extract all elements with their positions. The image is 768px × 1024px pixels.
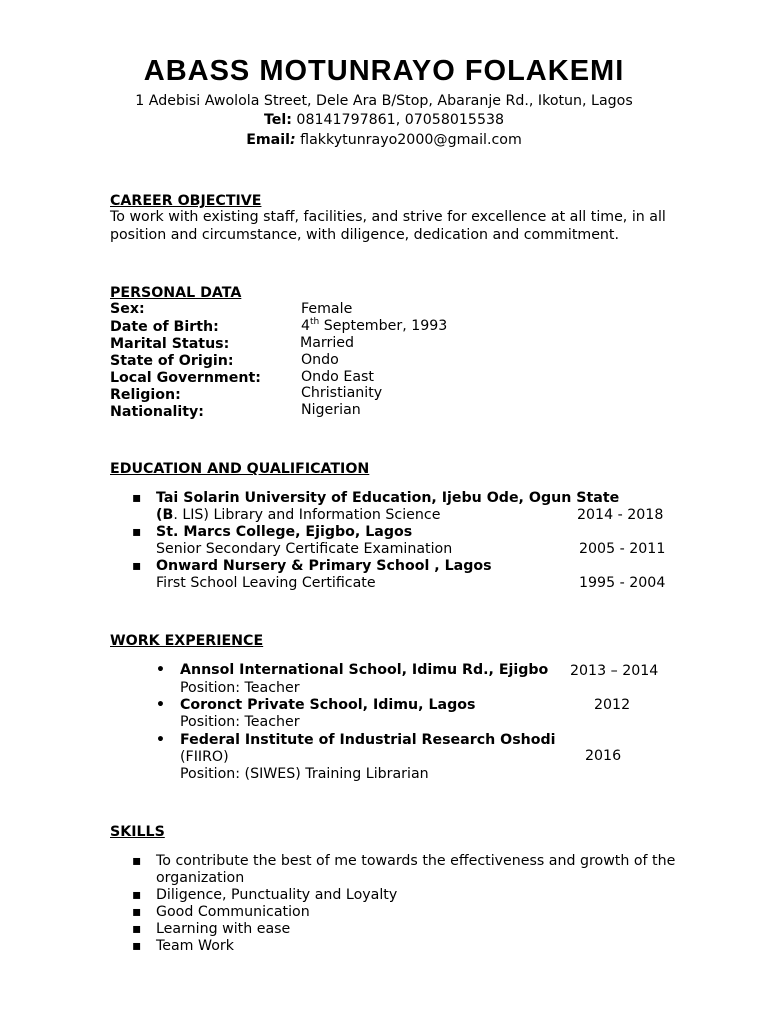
work-item-position: Position: (SIWES) Training Librarian bbox=[180, 766, 429, 782]
work-item-organization: • Annsol International School, Idimu Rd., Ejigbo bbox=[180, 662, 548, 679]
sex-value: Female bbox=[301, 301, 353, 317]
career-objective-heading: CAREER OBJECTIVE bbox=[110, 193, 262, 209]
education-item-qualification: Senior Secondary Certificate Examination bbox=[156, 541, 453, 557]
local-government-value: Ondo East bbox=[301, 369, 374, 385]
applicant-name: ABASS MOTUNRAYO FOLAKEMI bbox=[143, 55, 625, 87]
local-government-label: Local Government: bbox=[110, 370, 261, 386]
state-of-origin-label: State of Origin: bbox=[110, 353, 234, 369]
dob-value: 4th September, 1993 bbox=[301, 317, 448, 334]
education-item-years: 2005 - 2011 bbox=[579, 541, 666, 557]
skill-item: ▪ Good Communication bbox=[156, 904, 310, 921]
education-item-years: 2014 - 2018 bbox=[577, 507, 664, 523]
work-item-position: Position: Teacher bbox=[180, 714, 300, 730]
marital-status-value: Married bbox=[300, 335, 355, 351]
work-item-years: 2012 bbox=[594, 697, 631, 713]
work-item-years: 2013 – 2014 bbox=[570, 663, 659, 679]
education-item-school: ▪ Onward Nursery & Primary School , Lagos bbox=[156, 558, 492, 575]
telephone-line bbox=[0, 112, 768, 129]
work-item-organization: • Federal Institute of Industrial Research Oshodi bbox=[180, 732, 556, 749]
email-line bbox=[0, 132, 768, 149]
education-item-years: 1995 - 2004 bbox=[579, 575, 666, 591]
education-item-qualification: First School Leaving Certificate bbox=[156, 575, 376, 591]
religion-value: Christianity bbox=[301, 385, 383, 401]
skills-heading: SKILLS bbox=[110, 824, 165, 840]
skill-item: ▪ Learning with ease bbox=[156, 921, 290, 938]
email-label: Email bbox=[246, 132, 290, 148]
religion-label: Religion: bbox=[110, 387, 181, 403]
skill-item: ▪ Team Work bbox=[156, 938, 234, 955]
email-value: flakkytunrayo2000@gmail.com bbox=[295, 132, 522, 148]
work-experience-heading: WORK EXPERIENCE bbox=[110, 633, 264, 649]
dob-label: Date of Birth: bbox=[110, 319, 219, 335]
skill-item: ▪ Diligence, Punctuality and Loyalty bbox=[156, 887, 397, 904]
education-item-school: ▪ St. Marcs College, Ejigbo, Lagos bbox=[156, 524, 412, 541]
nationality-label: Nationality: bbox=[110, 404, 204, 420]
marital-status-label: Marital Status: bbox=[110, 336, 230, 352]
address: 1 Adebisi Awolola Street, Dele Ara B/Stop, Abaranje Rd., Ikotun, Lagos bbox=[135, 93, 633, 109]
email-colon: : bbox=[289, 132, 296, 148]
work-item-organization: • Coronct Private School, Idimu, Lagos bbox=[180, 697, 475, 714]
education-item-school: ▪ Tai Solarin University of Education, Ijebu Ode, Ogun State bbox=[156, 490, 619, 507]
work-item-years: 2016 bbox=[585, 748, 622, 764]
nationality-value: Nigerian bbox=[301, 402, 361, 418]
personal-data-heading: PERSONAL DATA bbox=[110, 285, 242, 301]
career-objective-line2: position and circumstance, with diligence, dedication and commitment. bbox=[110, 227, 619, 243]
tel-value: 08141797861, 07058015538 bbox=[291, 112, 505, 128]
skill-item-continued: organization bbox=[156, 870, 245, 886]
career-objective-line1: To work with existing staff, facilities, and strive for excellence at all time, in all bbox=[110, 209, 666, 225]
tel-label: Tel: bbox=[263, 112, 292, 128]
sex-label: Sex: bbox=[110, 301, 145, 317]
work-item-position: Position: Teacher bbox=[180, 680, 300, 696]
education-heading: EDUCATION AND QUALIFICATION bbox=[110, 461, 370, 477]
state-of-origin-value: Ondo bbox=[301, 352, 339, 368]
education-item-qualification: (B. LIS) Library and Information Science bbox=[156, 507, 441, 523]
work-item-organization-abbrev: (FIIRO) bbox=[180, 749, 229, 765]
skill-item: ▪ To contribute the best of me towards the effectiveness and growth of the bbox=[156, 853, 675, 870]
